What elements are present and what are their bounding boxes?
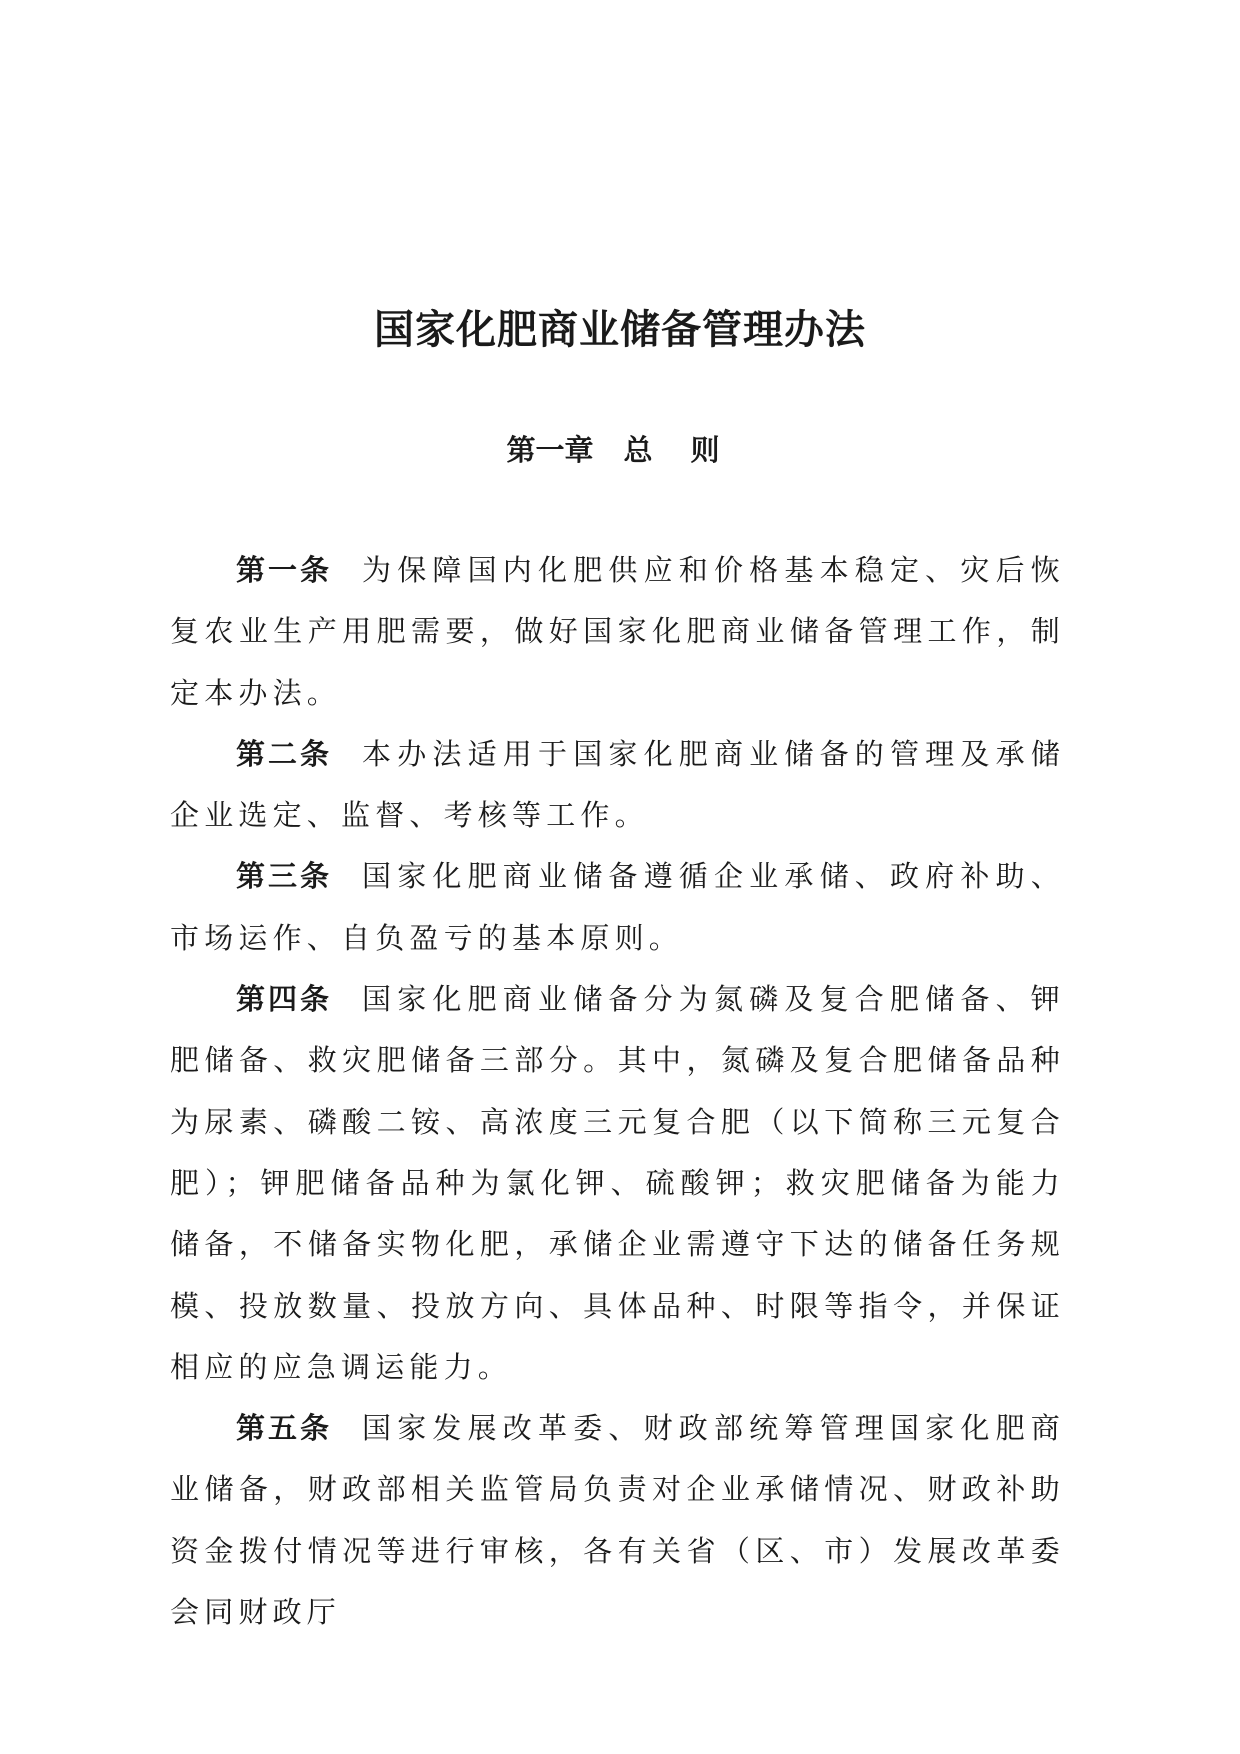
chapter-heading bbox=[0, 428, 1240, 472]
chapter-name: 总 则 bbox=[623, 433, 734, 467]
article-number: 第一条 bbox=[236, 553, 332, 587]
article-5 bbox=[170, 1398, 1065, 1643]
document-body bbox=[170, 540, 1065, 1643]
article-1 bbox=[170, 540, 1065, 724]
article-text: 为保障国内化肥供应和价格基本稳定、灾后恢复农业生产用肥需要，做好国家化肥商业储备管理工作，制定本办法。 bbox=[170, 553, 1065, 710]
chapter-number: 第一章 bbox=[506, 433, 594, 467]
article-number: 第二条 bbox=[236, 736, 332, 771]
article-number: 第四条 bbox=[236, 982, 332, 1017]
article-number: 第五条 bbox=[236, 1411, 332, 1446]
article-2 bbox=[170, 724, 1065, 847]
article-text: 国家化肥商业储备遵循企业承储、政府补助、市场运作、自负盈亏的基本原则。 bbox=[170, 859, 1065, 955]
document-title: 国家化肥商业储备管理办法 bbox=[374, 307, 866, 353]
article-text: 国家发展改革委、财政部统筹管理国家化肥商业储备，财政部相关监管局负责对企业承储情况、财政补助资金拨付情况等进行审核，各有关省（区、市）发展改革委会同财政厅 bbox=[170, 1411, 1065, 1630]
article-text: 本办法适用于国家化肥商业储备的管理及承储企业选定、监督、考核等工作。 bbox=[170, 736, 1065, 833]
article-4 bbox=[170, 969, 1065, 1398]
article-number: 第三条 bbox=[236, 859, 332, 894]
article-text: 国家化肥商业储备分为氮磷及复合肥储备、钾肥储备、救灾肥储备三部分。其中，氮磷及复合肥储备品种为尿素、磷酸二铵、高浓度三元复合肥（以下简称三元复合肥）；钾肥储备品种为氯化钾、硫酸钾；救灾肥储备为能力储备，不储备实物化肥，承储企业需遵守下达的储备任务规模、投放数量、投放方向、具体品种、时限等指令，并保证相应的应急调运能力。 bbox=[170, 982, 1065, 1384]
article-3 bbox=[170, 846, 1065, 969]
